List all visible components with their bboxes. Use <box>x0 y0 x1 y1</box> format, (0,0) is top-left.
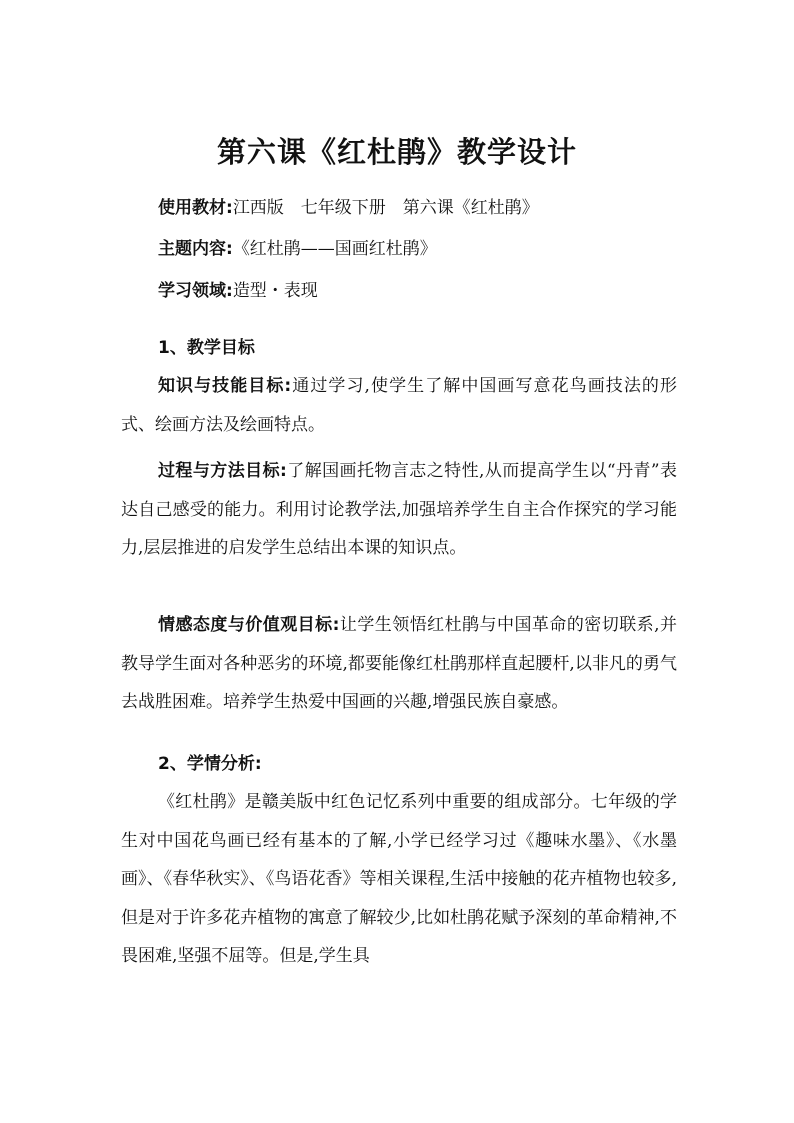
goal-process-methods-label: 过程与方法目标: <box>158 461 287 481</box>
goal-knowledge-skills-label: 知识与技能目标: <box>158 376 292 396</box>
goal-emotion-values-label: 情感态度与价值观目标: <box>158 615 340 635</box>
section-heading-learner-analysis: 2、学情分析: <box>158 754 262 774</box>
meta-textbook <box>158 196 539 220</box>
goal-process-methods-text: 了解国画托物言志之特性,从而提高学生以“丹青”表达自己感受的能力。利用讨论教学法,加强培养学生自主合作探究的学习能力,层层推进的启发学生总结出本课的知识点。 <box>121 461 677 558</box>
meta-domain <box>158 279 318 303</box>
goal-process-methods <box>121 452 677 568</box>
meta-textbook-label: 使用教材: <box>158 198 233 218</box>
goal-emotion-values <box>121 606 677 722</box>
document-title: 第六课《红杜鹃》教学设计 <box>216 135 577 169</box>
meta-theme <box>158 237 437 261</box>
section-heading-objectives: 1、教学目标 <box>158 338 255 358</box>
goal-emotion-values-text: 让学生领悟红杜鹃与中国革命的密切联系,并教导学生面对各种恶劣的环境,都要能像红杜鹃那样直起腰杆,以非凡的勇气去战胜困难。培养学生热爱中国画的兴趣,增强民族自豪感。 <box>121 615 677 712</box>
meta-domain-value: 造型・表现 <box>232 281 318 301</box>
meta-domain-label: 学习领域: <box>158 281 233 301</box>
meta-textbook-value: 江西版 七年级下册 第六课《红杜鹃》 <box>232 198 539 218</box>
meta-theme-value: 《红杜鹃——国画红杜鹃》 <box>232 239 437 259</box>
goal-knowledge-skills <box>121 367 677 444</box>
meta-theme-label: 主题内容: <box>158 239 233 259</box>
learner-analysis-text: 《红杜鹃》是赣美版中红色记忆系列中重要的组成部分。七年级的学生对中国花鸟画已经有基本的了解,小学已经学习过《趣味水墨》、《水墨画》、《春华秋实》、《鸟语花香》等相关课程,生活中接触的花卉植物也较多,但是对于许多花卉植物的寓意了解较少,比如杜鹃花赋予深刻的革命精神,不畏困难,坚强不屈等。但是,学生具 <box>121 792 677 966</box>
goal-knowledge-skills-text: 通过学习,使学生了解中国画写意花鸟画技法的形式、绘画方法及绘画特点。 <box>121 376 677 435</box>
